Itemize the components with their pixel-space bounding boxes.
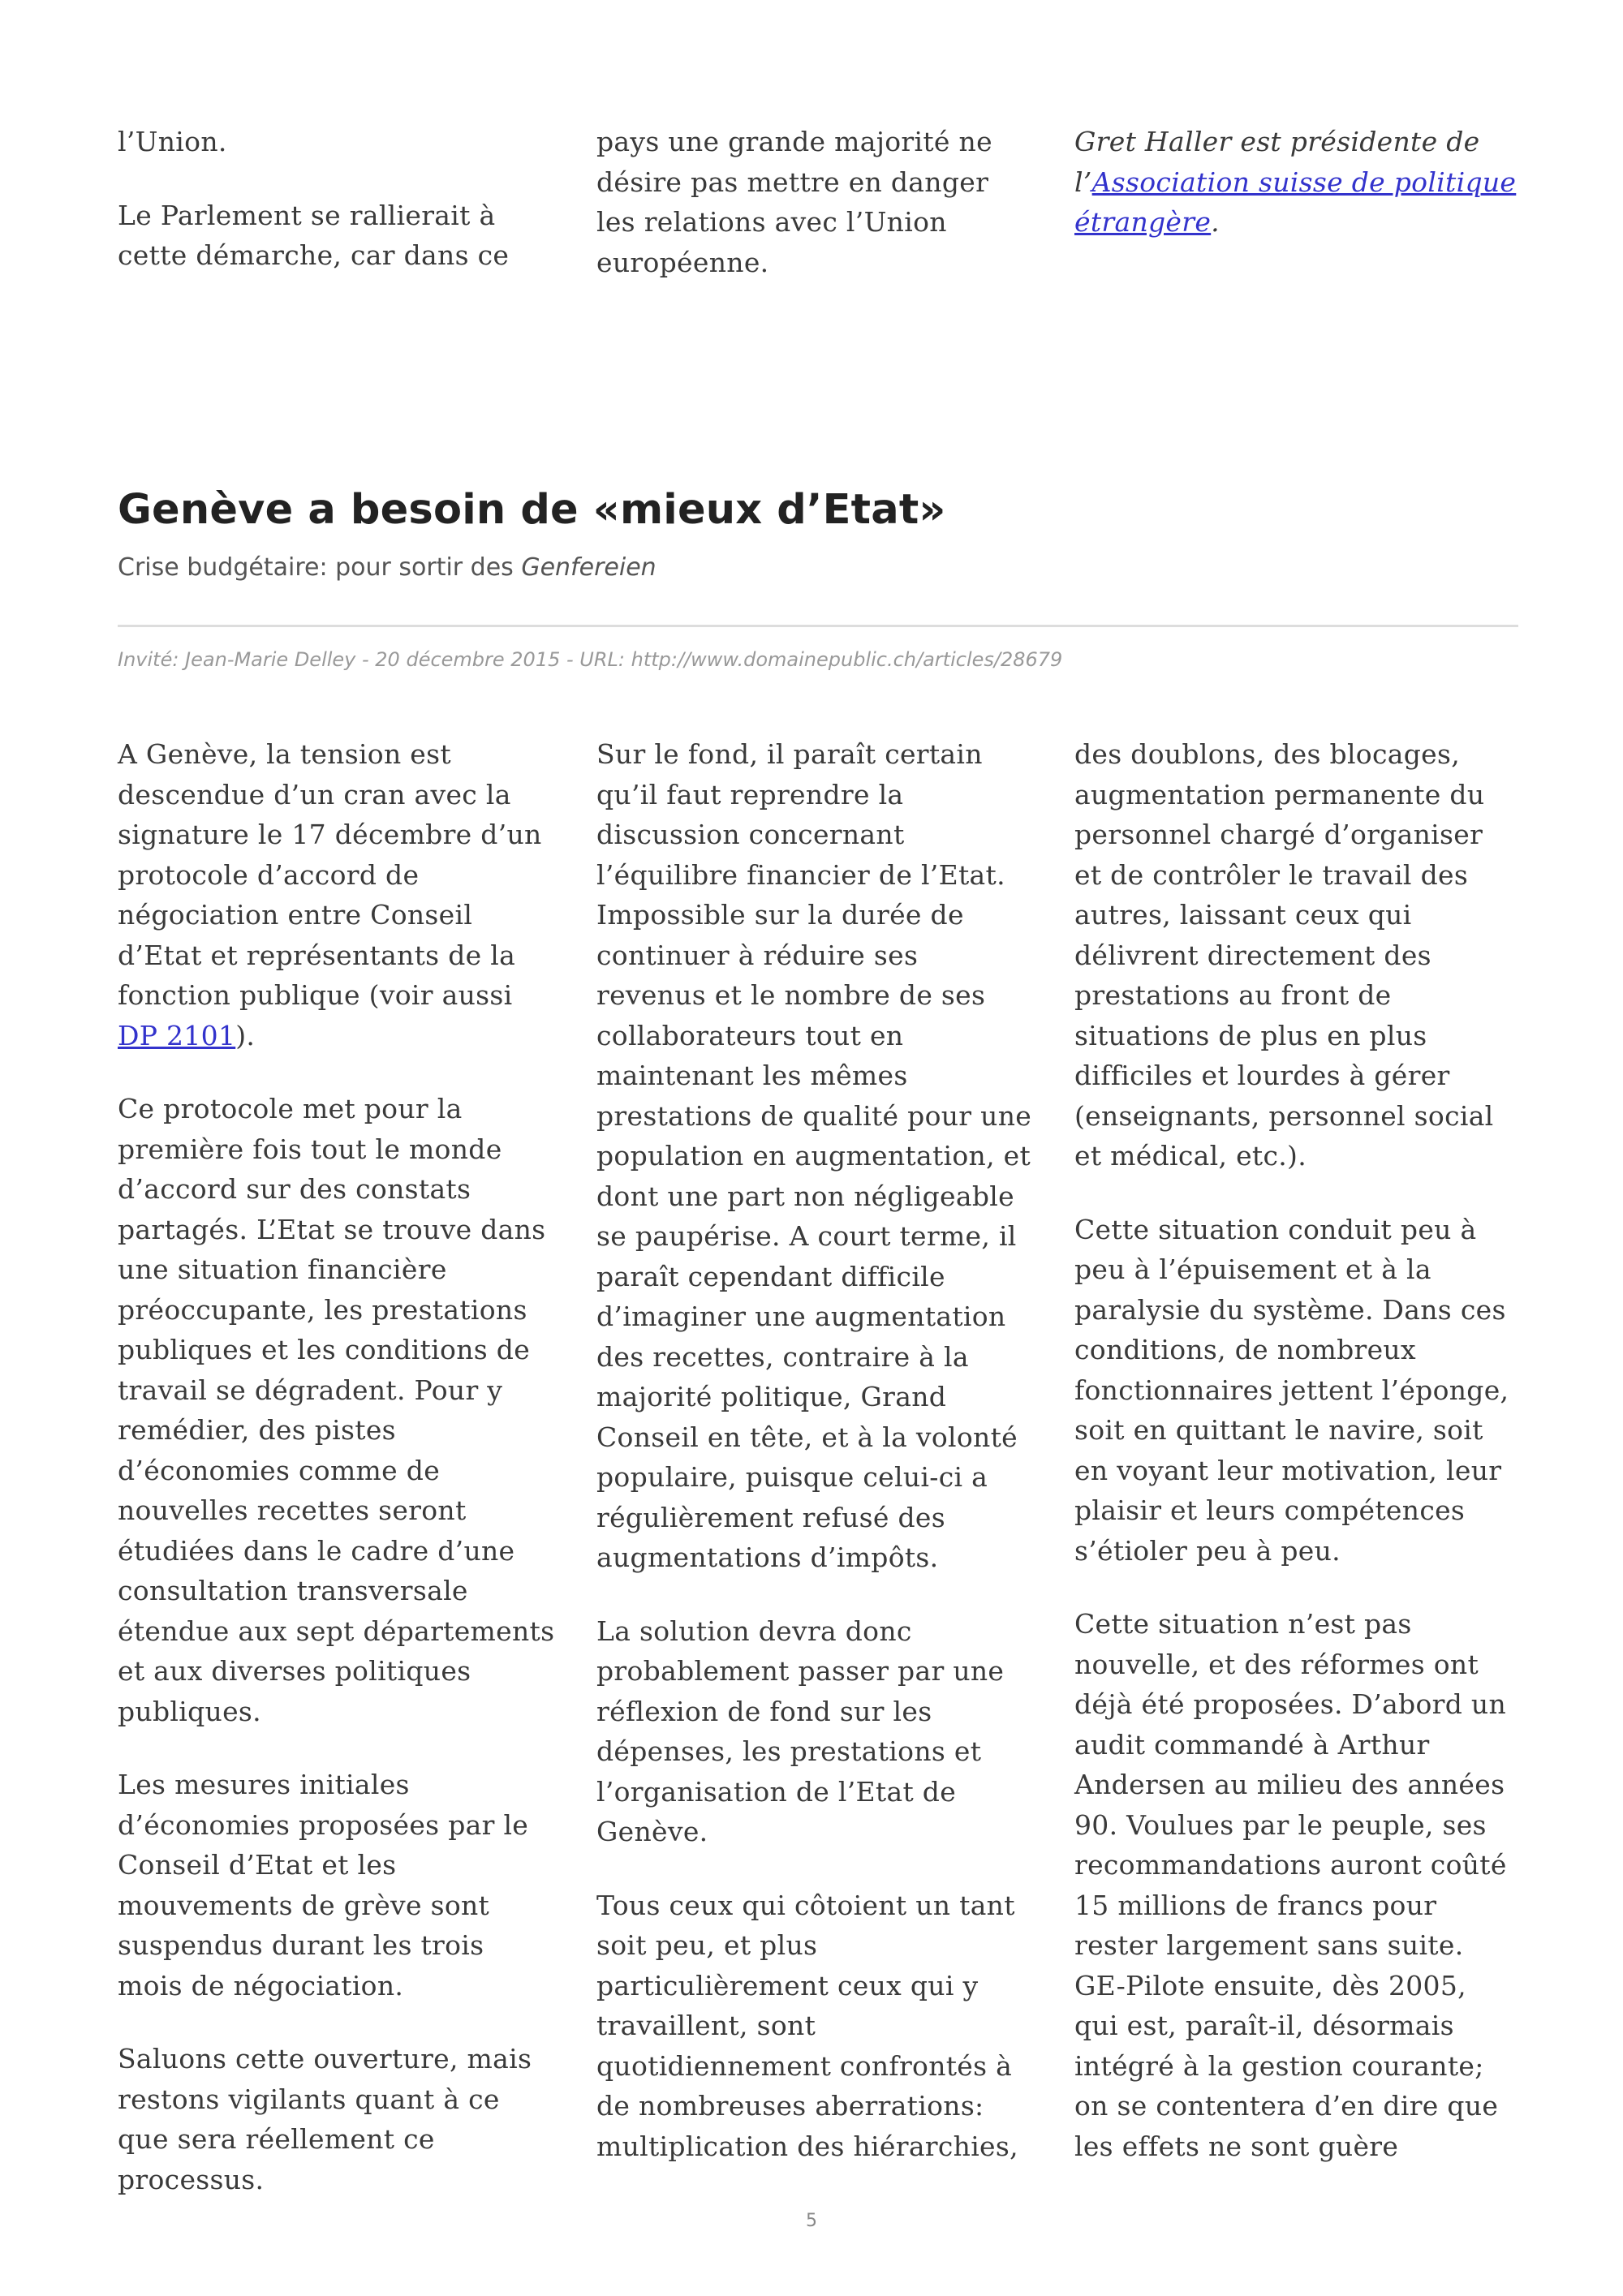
author-bio-text	[1074, 122, 1529, 243]
previous-article-column-2	[596, 122, 1035, 282]
article-subtitle	[118, 550, 657, 586]
paragraph-text-end: ).	[235, 1019, 256, 1051]
subtitle-emphasis: Genfereien	[521, 553, 657, 582]
paragraph	[118, 734, 556, 1056]
paragraph: l’Union.	[118, 126, 227, 157]
paragraph-text: A Genève, la tension est descendue d’un cran avec la signature le 17 décembre d’un protocole d’accord de négociation entre Conseil d’Etat et représentants de la fonction publique (voir aussi	[118, 738, 542, 1011]
paragraph: La solution devra donc probablement passer par une réflexion de fond sur les dépenses, les prestations et l’organisation de l’Etat de Genève.	[596, 1615, 1005, 1847]
paragraph: des doublons, des blocages, augmentation permanente du personnel chargé d’organiser et de contrôler le travail des autres, laissant ceux qui délivrent directement des prestations au front de situations de plus en plus difficiles et lourdes à gérer (enseignants, personnel social et médical, etc.).	[1074, 738, 1494, 1172]
divider	[118, 625, 1518, 627]
article-column-3	[1074, 734, 1513, 2166]
paragraph: Saluons cette ouverture, mais restons vigilants quant à ce que sera réellement ce processus.	[118, 2043, 532, 2195]
page-number: 5	[806, 2211, 817, 2231]
paragraph: Les mesures initiales d’économies proposées par le Conseil d’Etat et les mouvements de grève sont suspendus durant les trois mois de négociation.	[118, 1769, 529, 2001]
author-bio	[1074, 122, 1529, 243]
article-meta: Invité: Jean-Marie Delley - 20 décembre 2015 - URL: http://www.domainepublic.ch/articles/28679	[118, 648, 1063, 671]
association-link[interactable]: Association suisse de politique étrangère	[1074, 166, 1517, 238]
subtitle-prefix: Crise budgétaire: pour sortir des	[118, 553, 522, 582]
author-bio-suffix: .	[1211, 206, 1220, 238]
paragraph: Ce protocole met pour la première fois tout le monde d’accord sur des constats partagés. L’Etat se trouve dans une situation financière préoccupante, les prestations publiques et les conditions de travail se dégradent. Pour y remédier, des pistes d’économies comme de nouvelles recettes seront étudiées dans le cadre d’une consultation transversale étendue aux sept départements et aux diverses politiques publiques.	[118, 1093, 555, 1727]
dp-2101-link[interactable]: DP 2101	[118, 1019, 236, 1051]
paragraph: pays une grande majorité ne désire pas mettre en danger les relations avec l’Union européenne.	[596, 126, 992, 278]
article-column-2	[596, 734, 1035, 2166]
paragraph: Tous ceux qui côtoient un tant soit peu, et plus particulièrement ceux qui y travaillent, sont quotidiennement confrontés à de nombreuses aberrations: multiplication des hiérarchies,	[596, 1889, 1018, 2162]
previous-article-column-1	[118, 122, 556, 276]
article-title: Genève a besoin de «mieux d’Etat»	[118, 486, 946, 534]
paragraph: Sur le fond, il paraît certain qu’il faut reprendre la discussion concernant l’équilibre financier de l’Etat. Impossible sur la durée de continuer à réduire ses revenus et le nombre de ses collaborateurs tout en maintenant les mêmes prestations de qualité pour une population en augmentation, et dont une part non négligeable se paupérise. A court terme, il paraît cependant difficile d’imaginer une augmentation des recettes, contraire à la majorité politique, Grand Conseil en tête, et à la volonté populaire, puisque celui-ci a régulièrement refusé des augmentations d’impôts.	[596, 738, 1032, 1573]
article-column-1	[118, 734, 556, 2199]
paragraph: Le Parlement se rallierait à cette démarche, car dans ce	[118, 199, 510, 271]
paragraph: Cette situation n’est pas nouvelle, et des réformes ont déjà été proposées. D’abord un audit commandé à Arthur Andersen au milieu des années 90. Voulues par le peuple, ses recommandations auront coûté 15 millions de francs pour rester largement sans suite. GE-Pilote ensuite, dès 2005, qui est, paraît-il, désormais intégré à la gestion courante; on se contentera d’en dire que les effets ne sont guère	[1074, 1608, 1507, 2162]
paragraph: Cette situation conduit peu à peu à l’épuisement et à la paralysie du système. Dans ces conditions, de nombreux fonctionnaires jettent l’éponge, soit en quittant le navire, soit en voyant leur motivation, leur plaisir et leurs compétences s’étioler peu à peu.	[1074, 1213, 1509, 1567]
author-bio-prefix: Gret Haller est présidente de l’	[1074, 126, 1480, 198]
